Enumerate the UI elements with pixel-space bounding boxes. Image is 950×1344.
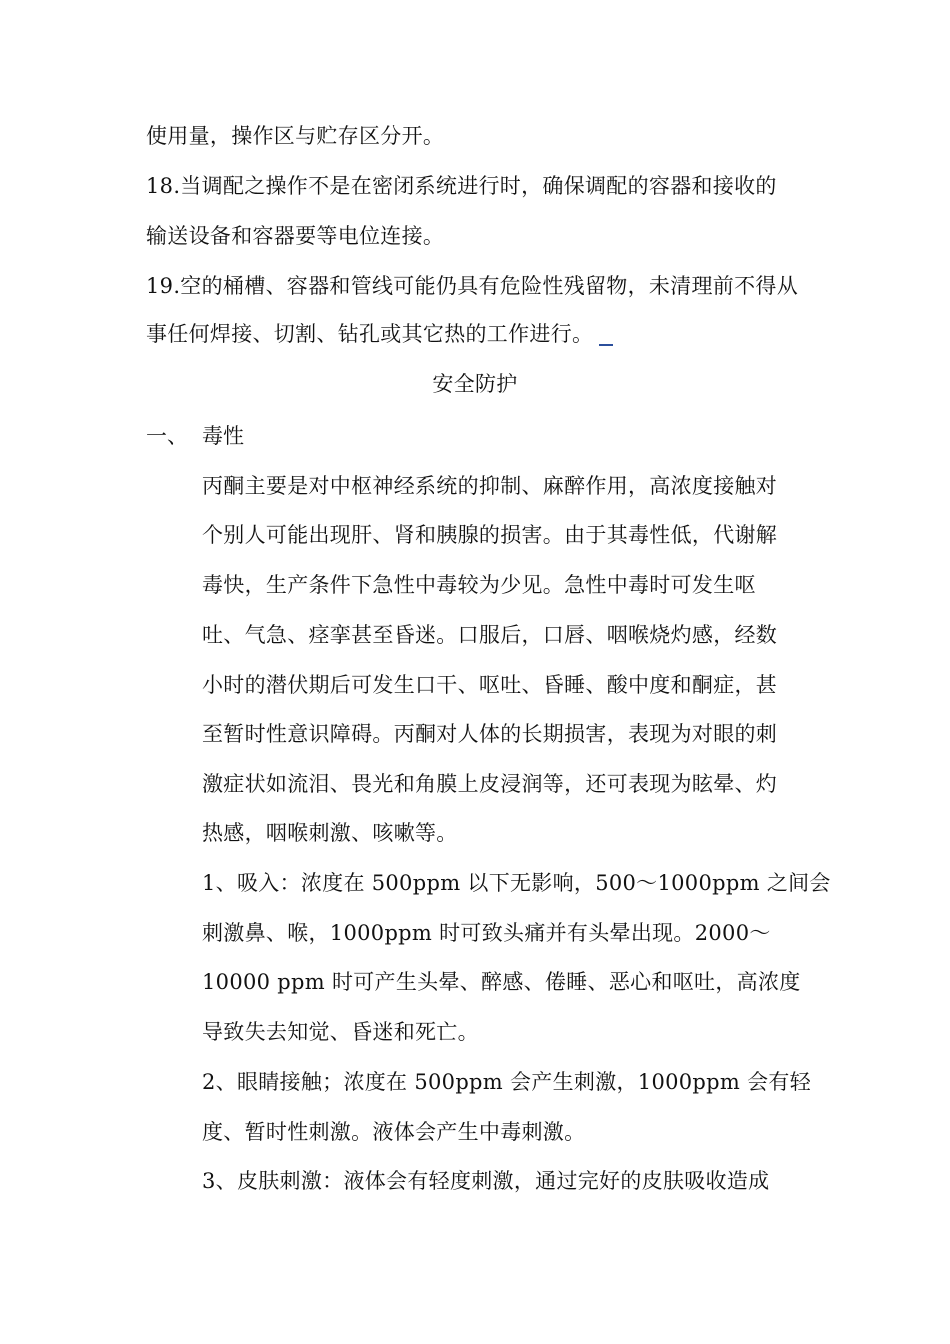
paragraph-19-line-2 [146,320,613,348]
inhalation-line: 10000 ppm 时可产生头晕、醉感、倦睡、恶心和呕吐，高浓度 [202,970,801,994]
text-cursor-mark [599,344,613,346]
inhalation-line: 1、吸入：浓度在 500ppm 以下无影响，500～1000ppm 之间会 [202,871,831,895]
paragraph-19-line-2-text: 事任何焊接、切割、钻孔或其它热的工作进行。 [146,322,594,346]
paragraph-17-tail: 使用量，操作区与贮存区分开。 [146,124,445,148]
toxicity-line: 热感，咽喉刺激、咳嗽等。 [202,821,458,845]
eye-contact-line: 2、眼睛接触；浓度在 500ppm 会产生刺激，1000ppm 会有轻 [202,1070,812,1094]
paragraph-19-line-1: 19.空的桶槽、容器和管线可能仍具有危险性残留物，未清理前不得从 [146,274,798,298]
toxicity-line: 毒快，生产条件下急性中毒较为少见。急性中毒时可发生呕 [202,573,756,597]
paragraph-18-line-2: 输送设备和容器要等电位连接。 [146,224,445,248]
subsection-number: 一、 [146,424,188,448]
subsection-title: 毒性 [202,424,244,448]
paragraph-18-line-1: 18.当调配之操作不是在密闭系统进行时，确保调配的容器和接收的 [146,174,777,198]
eye-contact-line: 度、暂时性刺激。液体会产生中毒刺激。 [202,1120,586,1144]
section-title: 安全防护 [432,372,518,396]
toxicity-line: 丙酮主要是对中枢神经系统的抑制、麻醉作用，高浓度接触对 [202,474,778,498]
toxicity-line: 吐、气急、痉挛甚至昏迷。口服后，口唇、咽喉烧灼感，经数 [202,623,778,647]
toxicity-line: 激症状如流泪、畏光和角膜上皮浸润等，还可表现为眩晕、灼 [202,772,778,796]
inhalation-line: 导致失去知觉、昏迷和死亡。 [202,1020,479,1044]
toxicity-line: 个别人可能出现肝、肾和胰腺的损害。由于其毒性低，代谢解 [202,523,778,547]
skin-contact-line: 3、皮肤刺激：液体会有轻度刺激，通过完好的皮肤吸收造成 [202,1169,770,1193]
inhalation-line: 刺激鼻、喉，1000ppm 时可致头痛并有头晕出现。2000～ [202,921,771,945]
toxicity-line: 小时的潜伏期后可发生口干、呕吐、昏睡、酸中度和酮症，甚 [202,673,778,697]
toxicity-line: 至暂时性意识障碍。丙酮对人体的长期损害，表现为对眼的刺 [202,722,778,746]
